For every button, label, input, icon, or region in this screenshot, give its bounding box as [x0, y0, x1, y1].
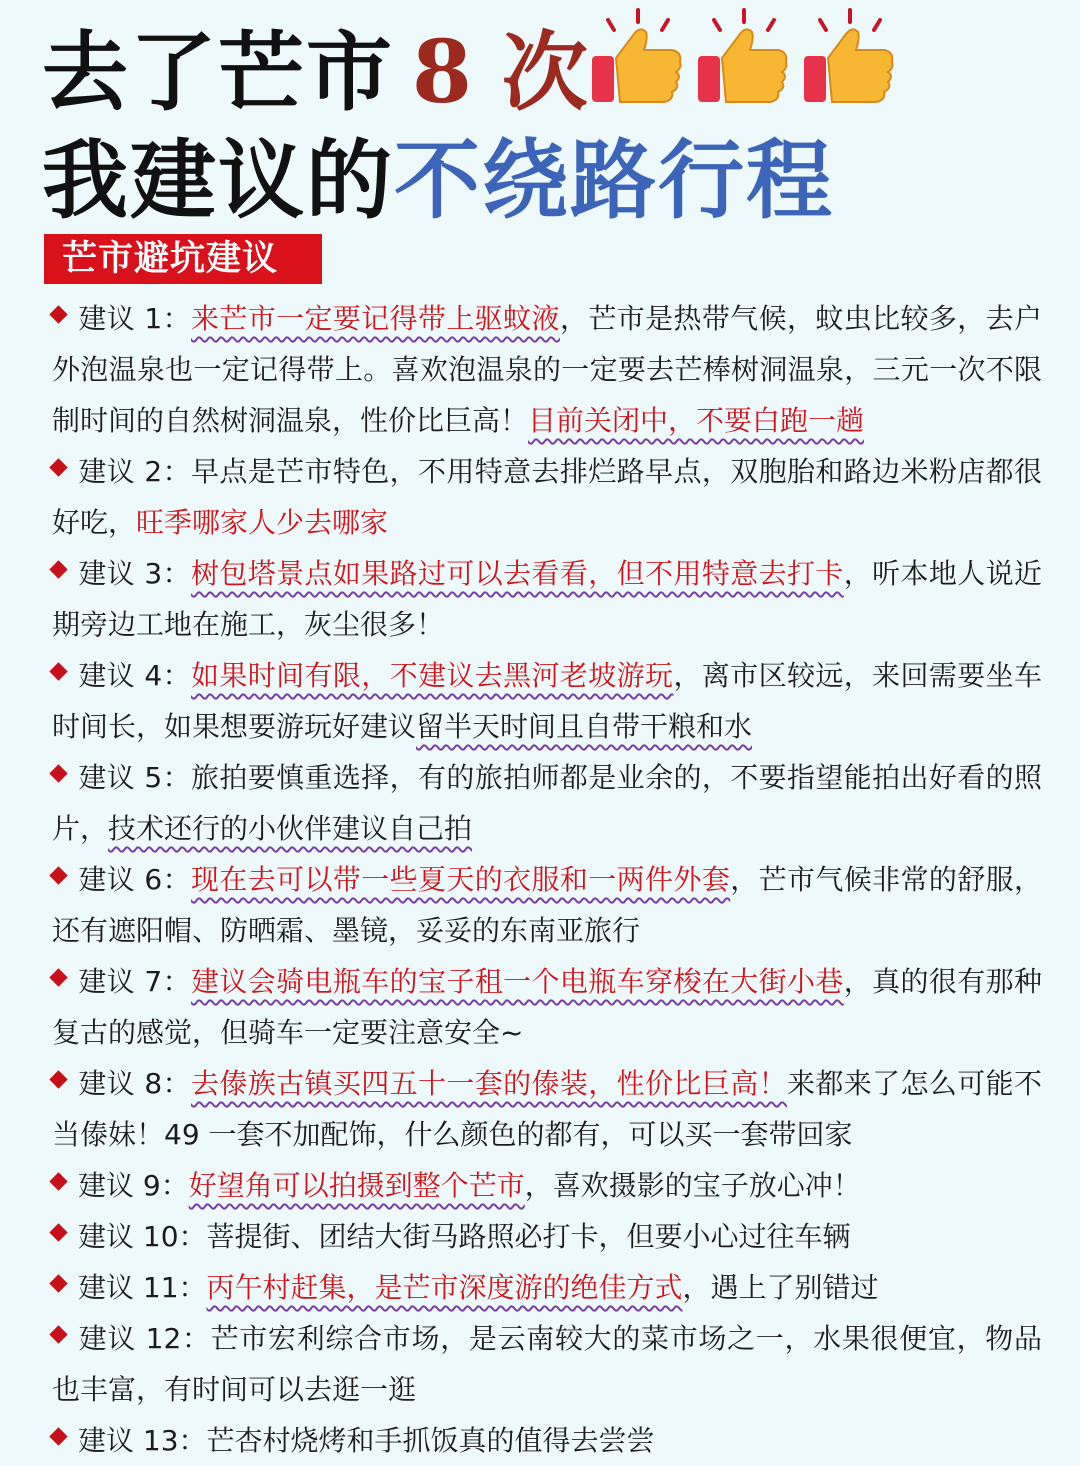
tip-item	[52, 1058, 1042, 1160]
thumbs-up-icon	[586, 6, 686, 110]
diamond-bullet-icon	[49, 764, 67, 782]
thumbs-up-group	[586, 6, 906, 116]
tip-underline: 留半天时间且自带干粮和水	[416, 710, 753, 743]
diamond-bullet-icon	[49, 560, 67, 578]
tip-highlight: 去傣族古镇买四五十一套的傣装，性价比巨高！	[191, 1067, 787, 1100]
diamond-bullet-icon	[49, 1274, 67, 1292]
tip-highlight: 目前关闭中，不要白跑一趟	[528, 404, 865, 437]
diamond-bullet-icon	[49, 1172, 67, 1190]
tip-item	[52, 1313, 1042, 1415]
tip-text: 来都来了怎么可能不当傣妹！49 一套不加配饰，什么颜色的都有，可以买一套带回家	[52, 1067, 1042, 1151]
tip-item	[52, 1262, 1042, 1313]
title-line-2	[42, 131, 834, 231]
tip-item	[52, 446, 1042, 548]
tip-label: 建议 7：	[78, 965, 191, 998]
diamond-bullet-icon	[49, 866, 67, 884]
tip-item	[52, 650, 1042, 752]
title-text: 去了芒市	[42, 23, 394, 123]
tip-item	[52, 956, 1042, 1058]
tip-item	[52, 548, 1042, 650]
tip-label: 建议 10：	[78, 1220, 207, 1253]
tip-label: 建议 2：	[78, 455, 191, 488]
tip-text: ，听本地人说近期旁边工地在施工，灰尘很多！	[52, 557, 1042, 641]
tip-highlight: 好望角可以拍摄到整个芒市	[188, 1169, 525, 1202]
diamond-bullet-icon	[49, 1325, 67, 1343]
tip-item	[52, 752, 1042, 854]
tip-highlight: 建议会骑电瓶车的宝子租一个电瓶车穿梭在大街小巷	[191, 965, 844, 998]
thumbs-up-icon	[692, 6, 792, 110]
tip-text: ，芒市气候非常的舒服，还有遮阳帽、防晒霜、墨镜，妥妥的东南亚旅行	[52, 863, 1042, 947]
tip-item	[52, 854, 1042, 956]
tip-text: ，芒市是热带气候，蚊虫比较多，去户外泡温泉也一定记得带上。喜欢泡温泉的一定要去芒棒树洞温泉，三元一次不限制时间的自然树洞温泉，性价比巨高！	[52, 302, 1042, 437]
tip-text: ，离市区较远，来回需要坐车时间长，如果想要游玩好建议	[52, 659, 1042, 743]
tip-highlight: 如果时间有限，不建议去黑河老坡游玩	[191, 659, 674, 692]
tip-highlight: 现在去可以带一些夏天的衣服和一两件外套	[191, 863, 731, 896]
tip-label: 建议 1：	[78, 302, 191, 335]
tip-highlight: 丙午村赶集，是芒市深度游的绝佳方式	[206, 1271, 683, 1304]
tip-label: 建议 13：	[78, 1424, 207, 1457]
diamond-bullet-icon	[49, 662, 67, 680]
thumbs-up-icon	[798, 6, 898, 110]
tip-text: 早点是芒市特色，不用特意去排烂路早点，双胞胎和路边米粉店都很好吃，	[52, 455, 1042, 539]
tip-text: 芒杏村烧烤和手抓饭真的值得去尝尝	[206, 1424, 655, 1457]
tip-label: 建议 9：	[78, 1169, 189, 1202]
tip-text: ，遇上了别错过	[682, 1271, 879, 1304]
tip-highlight: 来芒市一定要记得带上驱蚊液	[191, 302, 560, 335]
tip-label: 建议 11：	[78, 1271, 207, 1304]
tip-label: 建议 5：	[78, 761, 191, 794]
tip-text: 菩提街、团结大街马路照必打卡，但要小心过往车辆	[206, 1220, 851, 1253]
diamond-bullet-icon	[49, 1070, 67, 1088]
diamond-bullet-icon	[49, 1427, 67, 1445]
tips-list	[52, 293, 1042, 1466]
tip-text: 旅拍要慎重选择，有的旅拍师都是业余的，不要指望能拍出好看的照片，	[52, 761, 1042, 845]
title-text: 我建议的	[42, 131, 394, 231]
section-tag: 芒市避坑建议	[44, 234, 322, 284]
title-count: 8 次	[412, 22, 588, 123]
tip-text: ，真的很有那种复古的感觉，但骑车一定要注意安全~	[52, 965, 1042, 1049]
tip-red-text: 旺季哪家人少去哪家	[136, 506, 389, 539]
tip-label: 建议 3：	[78, 557, 191, 590]
diamond-bullet-icon	[49, 305, 67, 323]
tip-label: 建议 8：	[78, 1067, 191, 1100]
tip-item	[52, 1415, 1042, 1466]
tip-text: ，喜欢摄影的宝子放心冲！	[524, 1169, 861, 1202]
tip-label: 建议 4：	[78, 659, 191, 692]
tip-item	[52, 1160, 1042, 1211]
tip-label: 建议 6：	[78, 863, 191, 896]
tip-label: 建议 12：	[78, 1322, 211, 1355]
tip-underline: 技术还行的小伙伴建议自己拍	[108, 812, 473, 845]
title-line-1	[42, 22, 588, 123]
tip-item	[52, 293, 1042, 446]
tip-text: 芒市宏利综合市场，是云南较大的菜市场之一，水果很便宜，物品也丰富，有时间可以去逛一逛	[52, 1322, 1042, 1406]
diamond-bullet-icon	[49, 1223, 67, 1241]
tip-item	[52, 1211, 1042, 1262]
diamond-bullet-icon	[49, 458, 67, 476]
diamond-bullet-icon	[49, 968, 67, 986]
tip-highlight: 树包塔景点如果路过可以去看看，但不用特意去打卡	[191, 557, 844, 590]
title-highlight: 不绕路行程	[394, 131, 834, 231]
